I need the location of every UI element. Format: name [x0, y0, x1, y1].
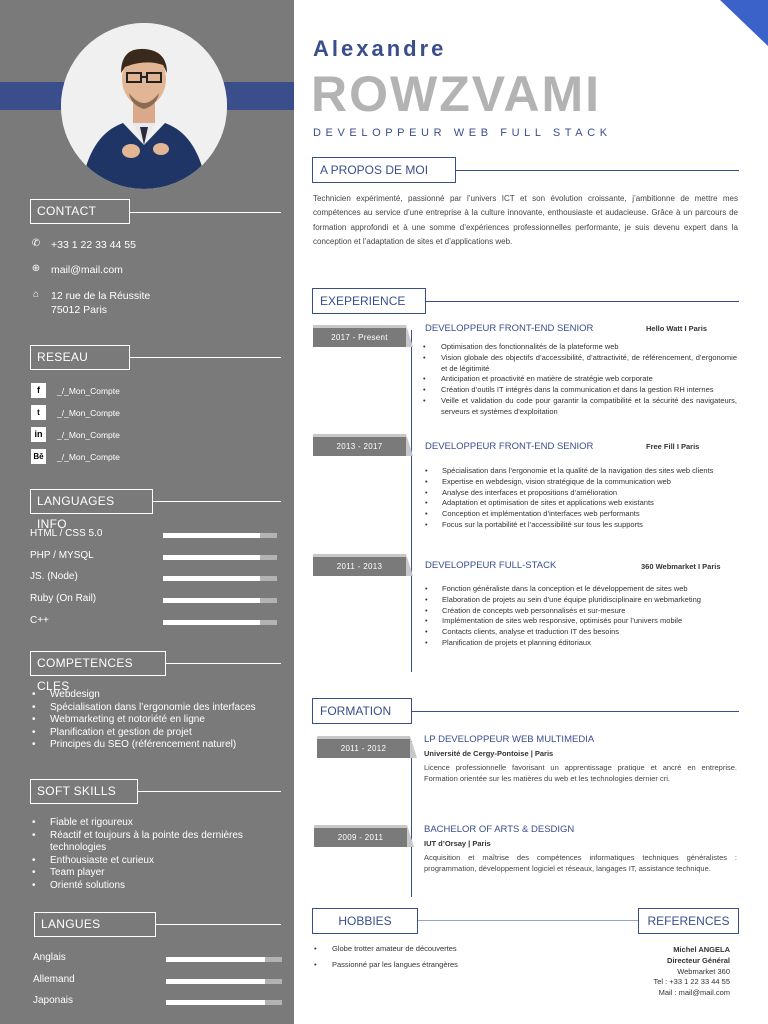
- job-company: Free Fill I Paris: [646, 442, 700, 451]
- skill-row: PHP / MYSQL: [30, 550, 280, 561]
- language-row: Allemand: [33, 974, 283, 985]
- phone-icon: ✆: [31, 238, 41, 249]
- reference-contact: [653, 945, 730, 999]
- list-item: • Planification de projets et planning éditoriaux: [421, 638, 737, 649]
- globe-icon: ⊕: [31, 263, 41, 274]
- reference-mail[interactable]: Mail : mail@mail.com: [658, 988, 730, 998]
- behance-icon: Bē: [31, 449, 46, 464]
- hobbies-title: HOBBIES: [312, 908, 418, 934]
- skill-level-bar: [163, 598, 277, 603]
- divider: [166, 663, 281, 664]
- about-title: A PROPOS DE MOI: [312, 157, 456, 183]
- divider: [456, 170, 739, 171]
- profile-photo: [61, 23, 227, 189]
- skill-level-bar: [163, 620, 277, 625]
- job-tasks: [421, 466, 737, 531]
- divider: [130, 212, 281, 213]
- school-name: IUT d’Orsay | Paris: [424, 839, 491, 848]
- list-item: • Team player: [32, 867, 264, 880]
- list-item: • Création de concepts web personnalisés et sur-mesure: [421, 606, 737, 617]
- list-item: • Optimisation des fonctionnalités de la plateforme web: [421, 342, 737, 353]
- date-tag: 2009 - 2011: [314, 828, 407, 847]
- reseau-section-title: RESEAU: [30, 345, 130, 370]
- social-behance[interactable]: Bē _/_Mon_Compte: [31, 449, 120, 464]
- school-name: Université de Cergy-Pontoise | Paris: [424, 749, 554, 758]
- timeline-line: [411, 741, 412, 897]
- divider: [156, 924, 281, 925]
- last-name: ROWZVAMI: [311, 66, 602, 122]
- contact-email[interactable]: ⊕ mail@mail.com: [31, 263, 123, 276]
- divider: [153, 501, 281, 502]
- degree-title: BACHELOR OF ARTS & DESDIGN: [424, 824, 575, 835]
- reference-company: Webmarket 360: [677, 966, 730, 976]
- references-title: REFERENCES: [638, 908, 739, 934]
- date-tag: 2017 - Present: [313, 328, 406, 347]
- job-tasks: [421, 342, 737, 418]
- divider: [412, 711, 739, 712]
- skill-row: Ruby (On Rail): [30, 593, 280, 604]
- job-position: DEVELOPPEUR FULL-STACK: [425, 560, 557, 571]
- competences-title: COMPETENCES CLES: [30, 651, 166, 676]
- date-tag: 2013 - 2017: [313, 437, 406, 456]
- list-item: • Passionné par les langues étrangères: [314, 960, 458, 976]
- list-item: • Contacts clients, analyse et traduction IT des besoins: [421, 627, 737, 638]
- job-position: DEVELOPPEUR FRONT-END SENIOR: [425, 323, 594, 334]
- first-name: Alexandre: [313, 36, 447, 61]
- list-item: • Adaptation et optimisation de sites et applications web existants: [421, 498, 737, 509]
- list-item: • Webmarketing et notoriété en ligne: [32, 714, 262, 727]
- language-level-bar: [166, 957, 282, 962]
- list-item: • Principes du SEO (référencement naturel): [32, 739, 262, 752]
- hobbies-list: [314, 944, 458, 976]
- linkedin-icon: in: [31, 427, 46, 442]
- list-item: • Spécialisation dans l’ergonomie et la qualité de la navigation des sites web clients: [421, 466, 737, 477]
- language-level-bar: [166, 1000, 282, 1005]
- experience-title: EXEPERIENCE: [312, 288, 426, 314]
- divider: [418, 920, 638, 921]
- degree-description: Acquisition et maîtrise des compétences informatiques techniques généralistes : programmation, développement logiciel et réseaux, langages IT, assistance technique.: [424, 853, 737, 873]
- social-linkedin[interactable]: in _/_Mon_Compte: [31, 427, 120, 442]
- contact-address: ⌂ 12 rue de la Réussite 75012 Paris: [30, 289, 150, 317]
- list-item: • Création d’outils IT intégrés dans la communication et dans la gestion RH internes: [421, 385, 737, 396]
- date-tag: 2011 - 2012: [317, 739, 410, 758]
- list-item: • Analyse des interfaces et propositions d’amélioration: [421, 488, 737, 499]
- job-title: DEVELOPPEUR WEB FULL STACK: [313, 127, 612, 139]
- list-item: • Conception et implémentation d’interfaces web performants: [421, 509, 737, 520]
- language-level-bar: [166, 979, 282, 984]
- skill-row: C++: [30, 615, 280, 626]
- skill-level-bar: [163, 576, 277, 581]
- reference-name: Michel ANGELA: [673, 945, 730, 954]
- about-text: Technicien expérimenté, passionné par l’univers ICT et son évolution croissante, j’ambitionne de mettre mes compétences au service d’une entreprise à la culture innovante, enthousiaste et audacieuse. Grâce à un parcours de formation approfondi et à une somme d’expériences professionnelles performante, je suis devenu expert dans la conception et l’adaptation de sites et d’applications web.: [313, 194, 738, 247]
- divider: [130, 357, 281, 358]
- list-item: • Implémentation de sites web responsive, optimisés pour l’univers mobile: [421, 616, 737, 627]
- job-tasks: [421, 584, 737, 649]
- list-item: • Webdesign: [32, 689, 262, 702]
- date-tag: 2011 - 2013: [313, 557, 406, 576]
- list-item: • Vision globale des objectifs d’accessibilité, d’attractivité, de référencement, d’ergonomie et de légitimité: [421, 353, 737, 375]
- divider: [426, 301, 739, 302]
- list-item: • Focus sur la portabilité et l’accessibilité sur tous les supports: [421, 520, 737, 531]
- list-item: • Réactif et toujours à la pointe des dernières technologies: [32, 830, 264, 855]
- list-item: • Fiable et rigoureux: [32, 817, 264, 830]
- list-item: • Anticipation et proactivité en matière de stratégie web corporate: [421, 374, 737, 385]
- job-position: DEVELOPPEUR FRONT-END SENIOR: [425, 441, 594, 452]
- reference-phone: Tel : +33 1 22 33 44 55: [653, 977, 730, 987]
- soft-skills-list: [32, 817, 264, 893]
- home-icon: ⌂: [32, 289, 40, 300]
- language-row: Japonais: [33, 995, 283, 1006]
- list-item: • Planification et gestion de projet: [32, 727, 262, 740]
- job-company: 360 Webmarket I Paris: [641, 562, 721, 571]
- corner-decoration: [720, 0, 768, 46]
- degree-title: LP DEVELOPPEUR WEB MULTIMEDIA: [424, 734, 595, 745]
- list-item: • Enthousiaste et curieux: [32, 855, 264, 868]
- skill-level-bar: [163, 555, 277, 560]
- contact-phone: ✆ +33 1 22 33 44 55: [31, 238, 136, 251]
- degree-description: Licence professionnelle favorisant un apprentissage pratique et ancré en entreprise. Formation orientée sur les matières du web et les technologies dernier cri.: [424, 763, 737, 783]
- language-row: Anglais: [33, 952, 283, 963]
- skill-row: HTML / CSS 5.0: [30, 528, 280, 539]
- list-item: • Spécialisation dans l’ergonomie des interfaces: [32, 702, 262, 715]
- skill-level-bar: [163, 533, 277, 538]
- list-item: • Veille et validation du code pour garantir la compatibilité et la sécurité des navigateurs, serveurs et systèmes d’exploitation: [421, 396, 737, 418]
- langues-title: LANGUES: [34, 912, 156, 937]
- timeline-line: [411, 330, 412, 672]
- competences-list: [32, 689, 262, 752]
- list-item: • Fonction généraliste dans la conception et le développement de sites web: [421, 584, 737, 595]
- contact-section-title: CONTACT: [30, 199, 130, 224]
- divider: [138, 791, 281, 792]
- list-item: • Elaboration de projets au sein d’une équipe pluridisciplinaire en webmarketing: [421, 595, 737, 606]
- soft-skills-title: SOFT SKILLS: [30, 779, 138, 804]
- languages-info-title: LANGUAGES INFO: [30, 489, 153, 514]
- job-company: Hello Watt I Paris: [646, 324, 707, 333]
- list-item: • Orienté solutions: [32, 880, 264, 893]
- reference-role: Directeur Général: [667, 955, 730, 965]
- formation-title: FORMATION: [312, 698, 412, 724]
- social-facebook[interactable]: f _/_Mon_Compte: [31, 383, 120, 398]
- facebook-icon: f: [31, 383, 46, 398]
- social-twitter[interactable]: t _/_Mon_Compte: [31, 405, 120, 420]
- twitter-icon: t: [31, 405, 46, 420]
- list-item: • Expertise en webdesign, vision stratégique de la communication web: [421, 477, 737, 488]
- list-item: • Globe trotter amateur de découvertes: [314, 944, 458, 960]
- skill-row: JS. (Node): [30, 571, 280, 582]
